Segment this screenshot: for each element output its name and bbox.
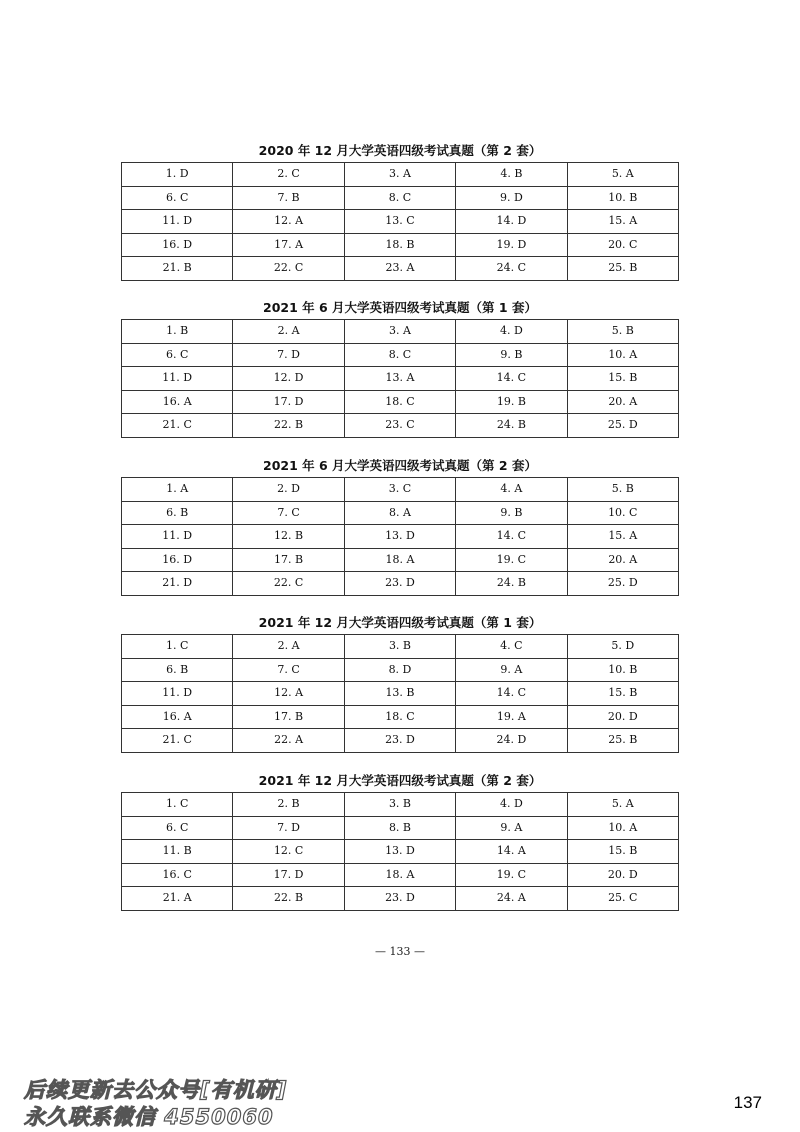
answer-cell: 8. B	[344, 816, 455, 840]
answer-cell: 10. B	[567, 186, 678, 210]
answer-cell: 3. B	[344, 793, 455, 817]
answer-cell: 8. C	[344, 186, 455, 210]
answer-cell: 7. C	[233, 658, 344, 682]
answer-table	[121, 634, 679, 753]
answer-cell: 25. B	[567, 257, 678, 281]
answer-cell: 9. D	[456, 186, 567, 210]
answer-cell: 8. A	[344, 501, 455, 525]
answer-cell: 25. C	[567, 887, 678, 911]
answer-cell: 20. C	[567, 233, 678, 257]
answer-cell: 3. A	[344, 163, 455, 187]
answer-cell: 16. D	[122, 233, 233, 257]
answer-cell: 1. D	[122, 163, 233, 187]
answer-cell: 2. B	[233, 793, 344, 817]
answer-cell: 1. C	[122, 635, 233, 659]
answer-cell: 24. D	[456, 729, 567, 753]
answer-section-3	[121, 456, 679, 596]
answer-cell: 23. D	[344, 572, 455, 596]
answer-cell: 13. A	[344, 367, 455, 391]
answer-cell: 9. A	[456, 658, 567, 682]
table-row	[122, 887, 679, 911]
answer-cell: 21. A	[122, 887, 233, 911]
table-row	[122, 390, 679, 414]
answer-cell: 1. A	[122, 478, 233, 502]
answer-cell: 4. A	[456, 478, 567, 502]
table-row	[122, 658, 679, 682]
answer-cell: 10. B	[567, 658, 678, 682]
table-row	[122, 501, 679, 525]
answer-table	[121, 477, 679, 596]
answer-cell: 16. D	[122, 548, 233, 572]
answer-cell: 15. B	[567, 367, 678, 391]
answer-cell: 5. B	[567, 320, 678, 344]
answer-cell: 16. A	[122, 390, 233, 414]
answer-cell: 11. D	[122, 682, 233, 706]
answer-cell: 7. D	[233, 816, 344, 840]
table-row	[122, 343, 679, 367]
answer-cell: 13. B	[344, 682, 455, 706]
answer-cell: 11. B	[122, 840, 233, 864]
answer-cell: 4. D	[456, 320, 567, 344]
answer-cell: 25. D	[567, 414, 678, 438]
answer-cell: 12. B	[233, 525, 344, 549]
answer-cell: 14. C	[456, 682, 567, 706]
answer-cell: 2. D	[233, 478, 344, 502]
answer-cell: 5. A	[567, 793, 678, 817]
answer-cell: 12. C	[233, 840, 344, 864]
table-row	[122, 729, 679, 753]
table-row	[122, 320, 679, 344]
answer-cell: 10. A	[567, 343, 678, 367]
answer-cell: 15. A	[567, 210, 678, 234]
answer-cell: 17. D	[233, 863, 344, 887]
answer-cell: 13. D	[344, 840, 455, 864]
answer-cell: 8. D	[344, 658, 455, 682]
answer-cell: 21. B	[122, 257, 233, 281]
answer-cell: 18. B	[344, 233, 455, 257]
answer-cell: 9. A	[456, 816, 567, 840]
table-row	[122, 414, 679, 438]
answer-cell: 14. A	[456, 840, 567, 864]
answer-cell: 9. B	[456, 343, 567, 367]
answer-cell: 22. B	[233, 887, 344, 911]
answer-cell: 6. C	[122, 186, 233, 210]
answer-section-2	[121, 298, 679, 438]
answer-cell: 5. D	[567, 635, 678, 659]
answer-cell: 20. A	[567, 390, 678, 414]
answer-cell: 25. D	[567, 572, 678, 596]
table-row	[122, 233, 679, 257]
table-row	[122, 163, 679, 187]
answer-cell: 17. D	[233, 390, 344, 414]
section-title: 2021 年 12 月大学英语四级考试真题（第 1 套）	[258, 615, 542, 630]
answer-cell: 11. D	[122, 525, 233, 549]
answer-cell: 22. B	[233, 414, 344, 438]
answer-cell: 20. D	[567, 705, 678, 729]
answer-cell: 13. C	[344, 210, 455, 234]
answer-cell: 3. C	[344, 478, 455, 502]
answer-cell: 22. C	[233, 257, 344, 281]
answer-cell: 12. A	[233, 682, 344, 706]
answer-cell: 2. C	[233, 163, 344, 187]
table-row	[122, 367, 679, 391]
answer-cell: 7. C	[233, 501, 344, 525]
table-row	[122, 572, 679, 596]
answer-cell: 25. B	[567, 729, 678, 753]
answer-cell: 15. B	[567, 840, 678, 864]
answer-cell: 18. A	[344, 548, 455, 572]
section-title: 2020 年 12 月大学英语四级考试真题（第 2 套）	[258, 143, 542, 158]
table-row	[122, 257, 679, 281]
section-title: 2021 年 6 月大学英语四级考试真题（第 2 套）	[263, 458, 537, 473]
answer-cell: 19. D	[456, 233, 567, 257]
table-row	[122, 525, 679, 549]
answer-cell: 7. B	[233, 186, 344, 210]
answer-cell: 17. B	[233, 548, 344, 572]
answer-cell: 6. B	[122, 501, 233, 525]
answer-cell: 4. C	[456, 635, 567, 659]
answer-cell: 2. A	[233, 320, 344, 344]
table-row	[122, 548, 679, 572]
section-title: 2021 年 6 月大学英语四级考试真题（第 1 套）	[263, 300, 537, 315]
answer-cell: 22. C	[233, 572, 344, 596]
answer-cell: 18. C	[344, 390, 455, 414]
answer-cell: 14. C	[456, 525, 567, 549]
answer-cell: 11. D	[122, 210, 233, 234]
answer-cell: 15. B	[567, 682, 678, 706]
table-row	[122, 816, 679, 840]
answer-cell: 20. D	[567, 863, 678, 887]
answer-cell: 3. B	[344, 635, 455, 659]
table-row	[122, 635, 679, 659]
answer-cell: 1. C	[122, 793, 233, 817]
answer-cell: 8. C	[344, 343, 455, 367]
table-row	[122, 210, 679, 234]
answer-cell: 7. D	[233, 343, 344, 367]
answer-cell: 17. A	[233, 233, 344, 257]
answer-cell: 1. B	[122, 320, 233, 344]
answer-cell: 18. A	[344, 863, 455, 887]
answer-cell: 23. A	[344, 257, 455, 281]
table-row	[122, 840, 679, 864]
answer-cell: 24. C	[456, 257, 567, 281]
answer-cell: 12. D	[233, 367, 344, 391]
answer-cell: 23. D	[344, 729, 455, 753]
answer-cell: 3. A	[344, 320, 455, 344]
answer-cell: 24. A	[456, 887, 567, 911]
table-row	[122, 682, 679, 706]
answer-cell: 18. C	[344, 705, 455, 729]
answer-cell: 6. B	[122, 658, 233, 682]
answer-section-5	[121, 771, 679, 911]
answer-cell: 14. C	[456, 367, 567, 391]
answer-cell: 17. B	[233, 705, 344, 729]
table-row	[122, 186, 679, 210]
answer-cell: 10. A	[567, 816, 678, 840]
answer-cell: 5. A	[567, 163, 678, 187]
answer-cell: 16. A	[122, 705, 233, 729]
table-row	[122, 705, 679, 729]
table-row	[122, 863, 679, 887]
answer-cell: 21. C	[122, 414, 233, 438]
answer-cell: 19. C	[456, 548, 567, 572]
answer-cell: 5. B	[567, 478, 678, 502]
answer-cell: 9. B	[456, 501, 567, 525]
answer-cell: 13. D	[344, 525, 455, 549]
answer-cell: 19. A	[456, 705, 567, 729]
answer-cell: 12. A	[233, 210, 344, 234]
answer-cell: 21. C	[122, 729, 233, 753]
answer-section-4	[121, 613, 679, 753]
answer-cell: 24. B	[456, 414, 567, 438]
answer-cell: 4. D	[456, 793, 567, 817]
section-title: 2021 年 12 月大学英语四级考试真题（第 2 套）	[258, 773, 542, 788]
answer-cell: 19. C	[456, 863, 567, 887]
answer-cell: 4. B	[456, 163, 567, 187]
answer-cell: 6. C	[122, 343, 233, 367]
answer-cell: 23. D	[344, 887, 455, 911]
answer-table	[121, 162, 679, 281]
answer-cell: 15. A	[567, 525, 678, 549]
answer-cell: 6. C	[122, 816, 233, 840]
answer-cell: 22. A	[233, 729, 344, 753]
answer-table	[121, 319, 679, 438]
watermark-line-2: 永久联系微信 4550060	[24, 1105, 274, 1129]
answer-section-1	[121, 141, 679, 281]
answer-cell: 11. D	[122, 367, 233, 391]
watermark-line-1: 后续更新去公众号[有机研]	[24, 1078, 288, 1102]
answer-table	[121, 792, 679, 911]
answer-cell: 2. A	[233, 635, 344, 659]
answer-cell: 20. A	[567, 548, 678, 572]
answer-cell: 16. C	[122, 863, 233, 887]
table-row	[122, 478, 679, 502]
page-number: — 133 —	[375, 945, 425, 958]
scan-page-number: 137	[733, 1093, 762, 1112]
table-row	[122, 793, 679, 817]
answer-cell: 10. C	[567, 501, 678, 525]
answer-cell: 24. B	[456, 572, 567, 596]
answer-cell: 19. B	[456, 390, 567, 414]
answer-cell: 14. D	[456, 210, 567, 234]
answer-cell: 21. D	[122, 572, 233, 596]
answer-cell: 23. C	[344, 414, 455, 438]
